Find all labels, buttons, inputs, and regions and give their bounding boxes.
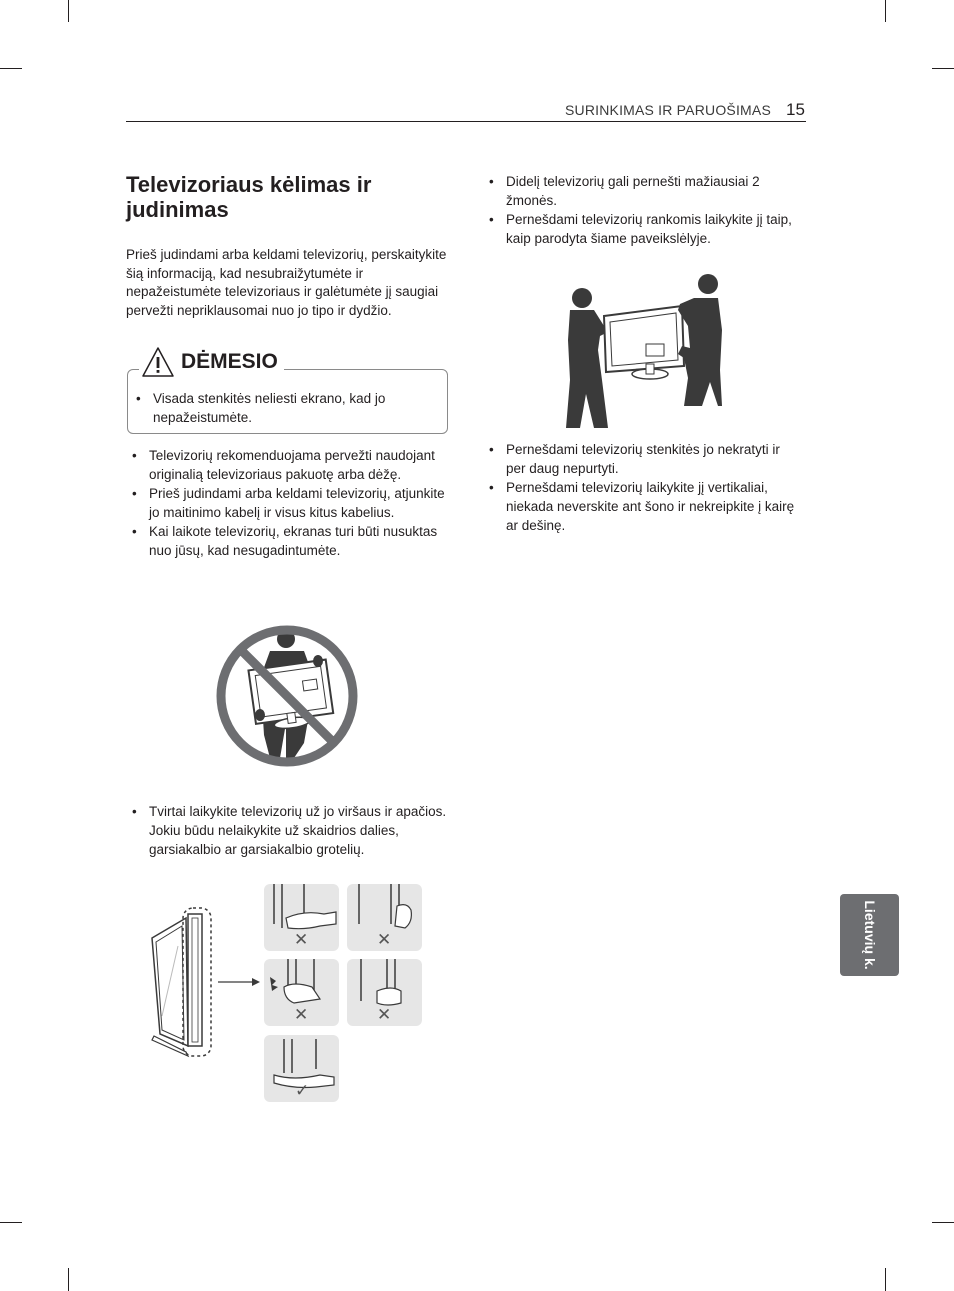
- language-tab-label: Lietuvių k.: [861, 900, 878, 970]
- language-tab: [840, 894, 899, 976]
- crop-mark: [932, 68, 954, 69]
- crop-mark: [885, 1268, 886, 1291]
- grip-panel: [264, 884, 339, 951]
- two-person-carry-illustration: [560, 270, 726, 428]
- crop-mark: [68, 0, 69, 22]
- prohibited-carry-illustration: [214, 623, 360, 769]
- list-item: • Pernešdami televizorių stenkitės jo nekratyti ir per daug nepurtyti.: [484, 440, 800, 478]
- crop-mark: [0, 68, 22, 69]
- list-item: • Didelį televizorių gali pernešti mažiausiai 2 žmonės.: [484, 172, 800, 210]
- caution-list: [131, 389, 431, 427]
- crop-mark: [0, 1222, 22, 1223]
- header-divider: [126, 121, 806, 122]
- correct-check-icon: ✓: [295, 1081, 310, 1100]
- warning-triangle-icon: [141, 346, 175, 378]
- right-bullet-list-2: [484, 440, 800, 535]
- crop-mark: [68, 1268, 69, 1291]
- crop-mark: [885, 0, 886, 22]
- grip-panel: [347, 959, 422, 1026]
- list-item: • Tvirtai laikykite televizorių už jo viršaus ir apačios. Jokiu būdu nelaikykite už skaidrios dalies, garsiakalbio ar garsiakalbio grotelių.: [127, 802, 452, 859]
- grip-panel: [347, 884, 422, 951]
- page-title: Televizoriaus kėlimas ir judinimas: [126, 172, 372, 222]
- list-item: • Kai laikote televizorių, ekranas turi būti nusuktas nuo jūsų, kad nesugadintumėte.: [127, 522, 452, 560]
- list-item: • Televizorių rekomenduojama pervežti naudojant originalią televizoriaus pakuotę arba dėžę.: [127, 446, 452, 484]
- header-section-title: SURINKIMAS IR PARUOŠIMAS: [564, 102, 771, 118]
- grip-panel: [264, 959, 339, 1026]
- left-bullet-list: [127, 446, 452, 560]
- wrong-x-icon: ✕: [294, 930, 309, 949]
- intro-paragraph: Prieš judindami arba keldami televizorių, perskaitykite šią informaciją, kad nesubraižytumėte ir nepažeistumėte televizoriaus ir galėtumėte jį saugiai pervežti nepriklausomai nuo jo tipo ir dydžio.: [126, 247, 447, 318]
- right-bullet-list: [484, 172, 800, 248]
- list-item: • Pernešdami televizorių laikykite jį vertikaliai, niekada neverskite ant šono ir nekreipkite į kairę ar dešinę.: [484, 478, 800, 535]
- caution-title: DĖMESIO: [181, 350, 278, 373]
- caution-header: [139, 346, 284, 378]
- list-item: • Pernešdami televizorių rankomis laikykite jį taip, kaip parodyta šiame paveikslėlyje.: [484, 210, 800, 248]
- tv-side-profile-illustration: [148, 906, 268, 1061]
- page-number: 15: [786, 100, 805, 119]
- left-bullet-list-2: [127, 802, 452, 859]
- list-item: • Prieš judindami arba keldami televizorių, atjunkite jo maitinimo kabelį ir visus kitus kabelius.: [127, 484, 452, 522]
- wrong-x-icon: ✕: [377, 930, 392, 949]
- grip-panel: [264, 1035, 339, 1102]
- crop-mark: [932, 1222, 954, 1223]
- wrong-x-icon: ✕: [377, 1005, 392, 1024]
- wrong-x-icon: ✕: [294, 1005, 309, 1024]
- caution-item: • Visada stenkitės neliesti ekrano, kad jo nepažeistumėte.: [131, 389, 431, 427]
